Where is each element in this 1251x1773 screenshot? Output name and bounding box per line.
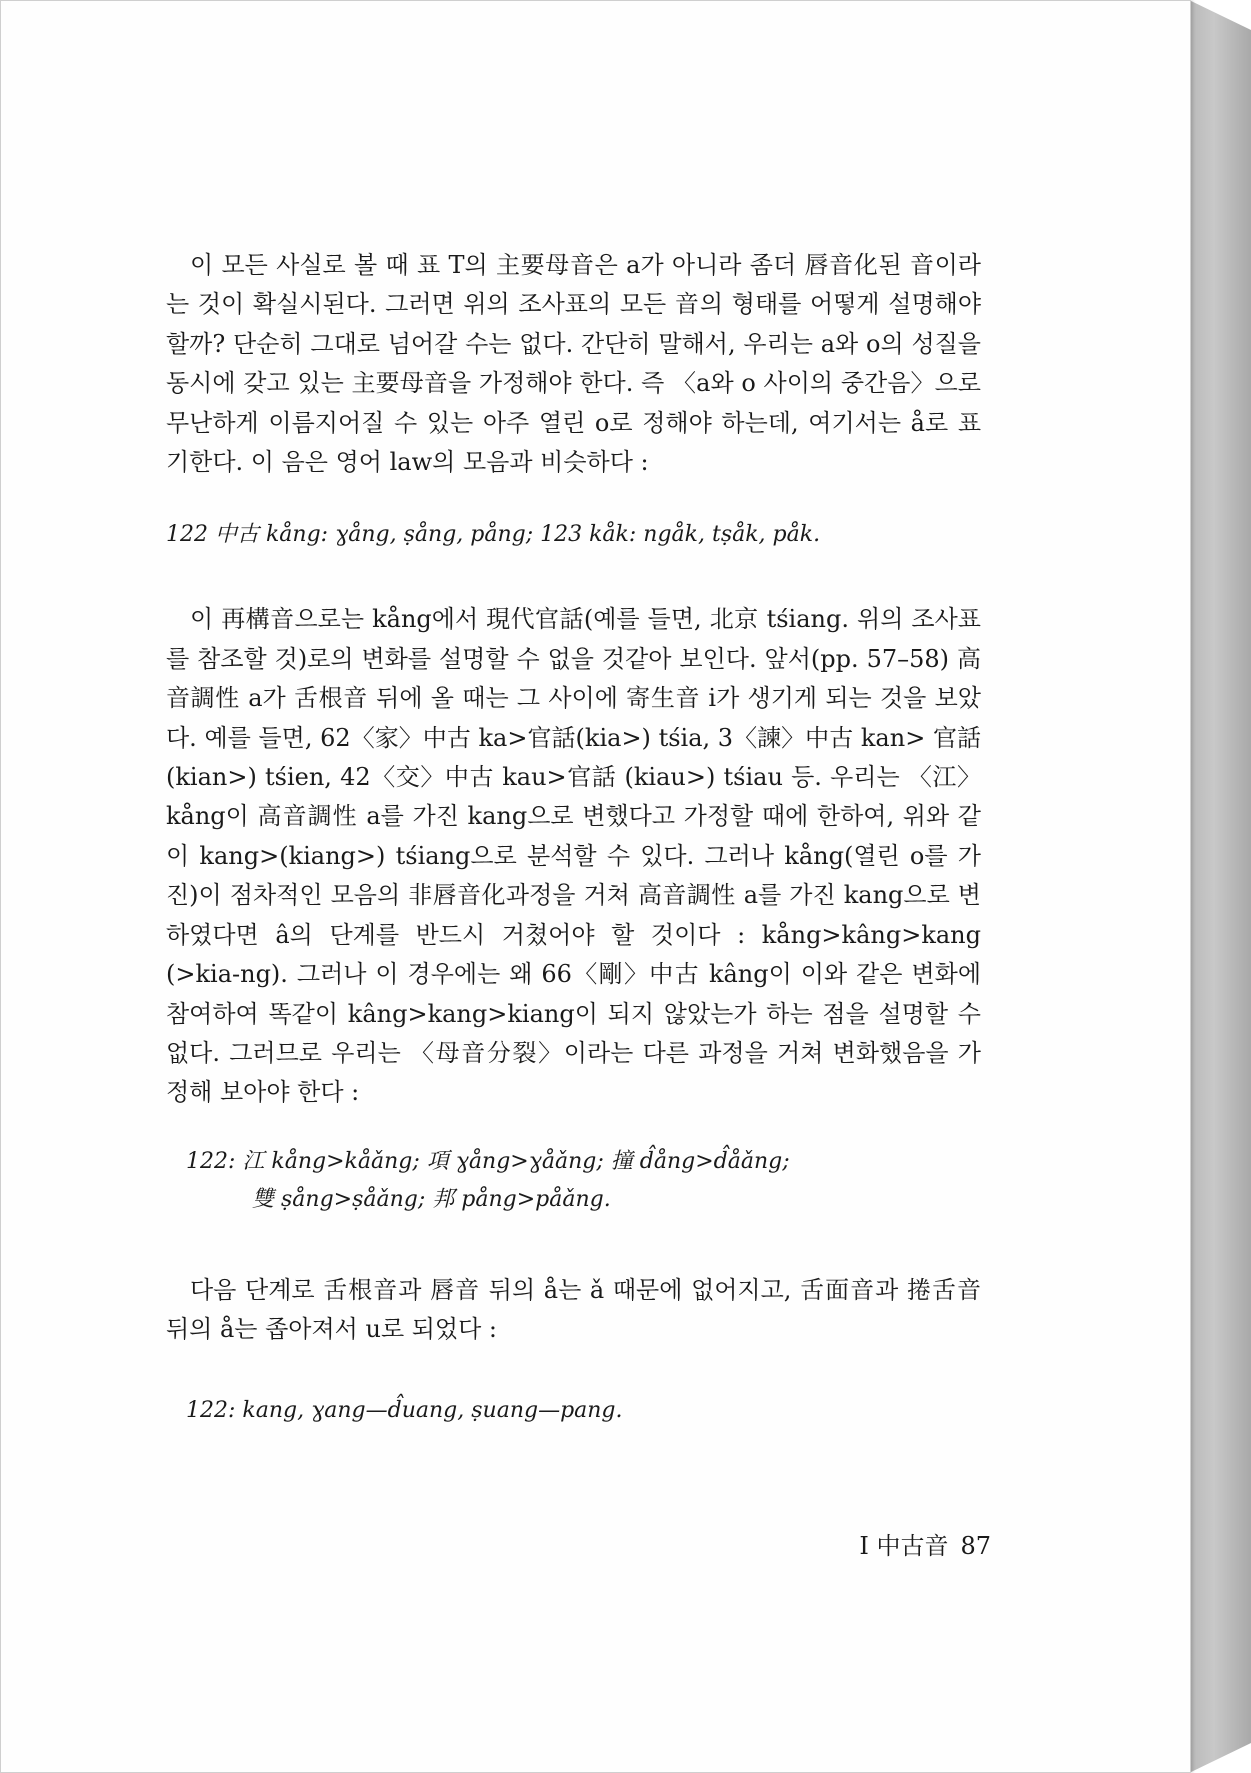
book-spine-edge xyxy=(1189,0,1251,1773)
paragraph-2: 이 再構音으로는 kång에서 現代官話(예를 들면, 北京 tśiang. 위의 조사표를 참조할 것)로의 변화를 설명할 수 없을 것같아 보인다. 앞서(pp. 57–58) 高音調性 a가 舌根音 뒤에 올 때는 그 사이에 寄生音 i가 생기게 되는 것을 보았다. 예를 들면, 62〈家〉中古 ka>官話(kia>) tśia, 3〈諫〉中古 kan> 官話(kian>) tśien, 42〈交〉中古 kau>官話 (kiau>) tśiau 등. 우리는 〈江〉kång이 高音調性 a를 가진 kang으로 변했다고 가정할 때에 한하여, 위와 같이 kang>(kiang>) tśiang으로 분석할 수 있다. 그러나 kång(열린 o를 가진)이 점차적인 모음의 非唇音化과정을 거쳐 高音調性 a를 가진 kang으로 변하였다면 â의 단계를 반드시 거쳤어야 할 것이다 : kång>kâng>kang (>kia-ng). 그러나 이 경우에는 왜 66〈剛〉中古 kâng이 이와 같은 변화에 참여하여 똑같이 kâng>kang>kiang이 되지 않았는가 하는 점을 설명할 수 없다. 그러므로 우리는 〈母音分裂〉이라는 다른 과정을 거쳐 변화했음을 가정해 보아야 한다 : xyxy=(166,605,981,1107)
page-body xyxy=(166,246,981,1430)
example-line-2: 雙 ṣång>ṣåǎng; 邦 pång>påǎng. xyxy=(252,1186,611,1212)
example-122-result: 122: kang, ɣang—d̂uang, ṣuang—pang. xyxy=(186,1397,623,1423)
example-122-123: 122 中古 kång: ɣång, ṣång, pång; 123 kåk: ngåk, tṣåk, påk. xyxy=(166,522,821,548)
running-footer xyxy=(801,1526,991,1561)
example-122-vowel-split xyxy=(166,1143,981,1219)
paragraph-1: 이 모든 사실로 볼 때 표 T의 主要母音은 a가 아니라 좀더 唇音化된 音이라는 것이 확실시된다. 그러면 위의 조사표의 모든 音의 형태를 어떻게 설명해야 할까? 단순히 그대로 넘어갈 수는 없다. 간단히 말해서, 우리는 a와 o의 성질을 동시에 갖고 있는 主要母音을 가정해야 한다. 즉 〈a와 o 사이의 중간음〉으로 무난하게 이름지어질 수 있는 아주 열린 o로 정해야 하는데, 여기서는 å로 표기한다. 이 음은 영어 law의 모음과 비슷하다 : xyxy=(166,251,981,477)
paragraph-3: 다음 단계로 舌根音과 唇音 뒤의 å는 ǎ 때문에 없어지고, 舌面音과 捲舌音 뒤의 å는 좁아져서 u로 되었다 : xyxy=(166,1275,981,1344)
section-title: I 中古音 xyxy=(859,1532,949,1560)
example-line-1: 122: 江 kång>kåǎng; 項 ɣång>ɣåǎng; 撞 d̂ång>d̂åǎng; xyxy=(186,1148,790,1174)
page-number: 87 xyxy=(960,1532,991,1560)
